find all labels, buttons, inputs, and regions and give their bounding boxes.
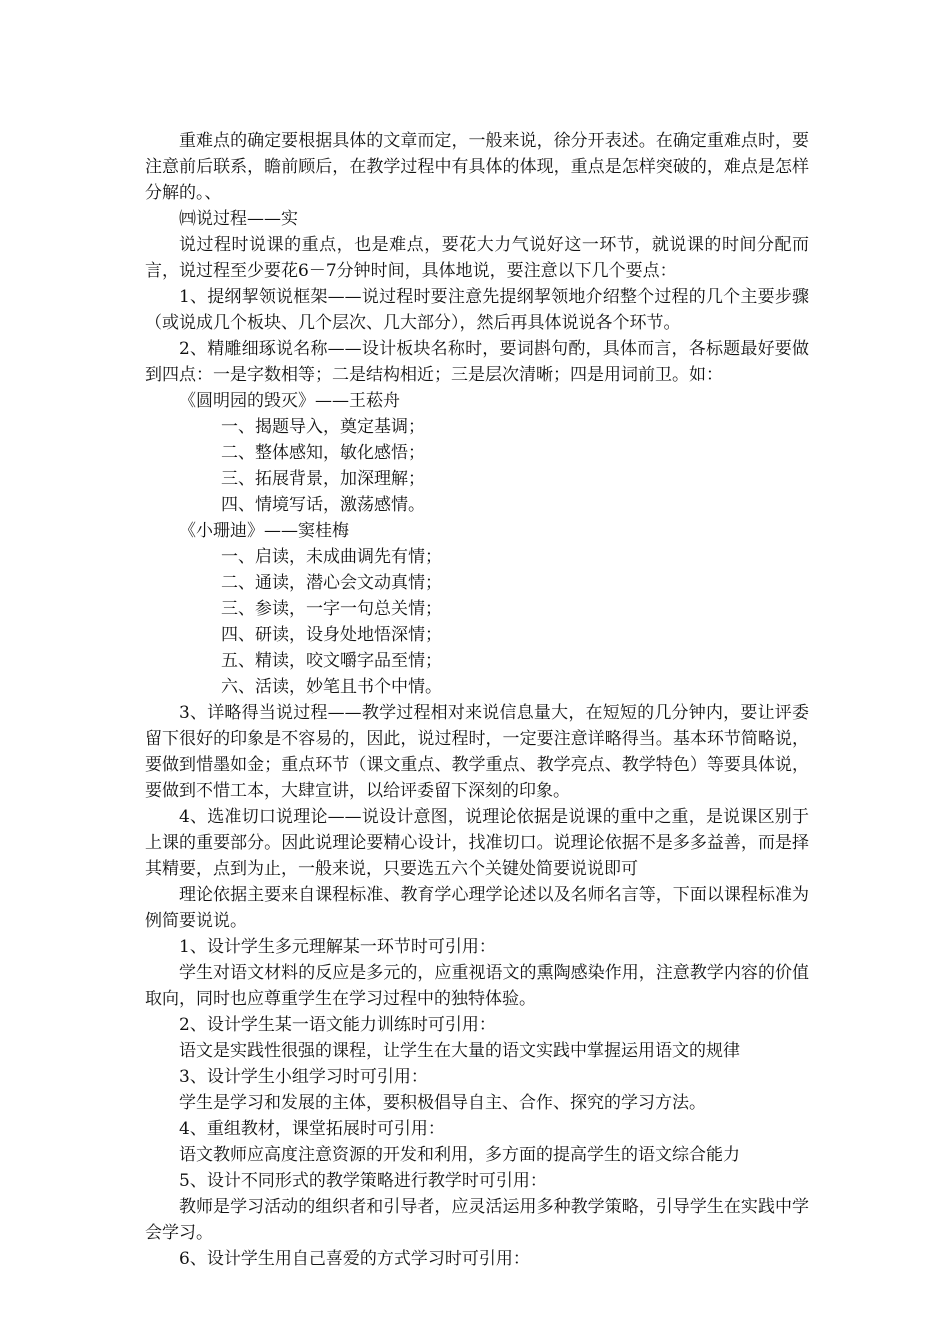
citation-quote: 学生是学习和发展的主体，要积极倡导自主、合作、探究的学习方法。 xyxy=(179,1093,706,1113)
paragraph-process-intro: 说过程时说课的重点，也是难点，要花大力气说好这一环节，就说课的时间分配而言，说过程至少要花6－7分钟时间，具体地说，要注意以下几个要点： xyxy=(145,235,809,281)
paragraph-point-3: 3、详略得当说过程——教学过程相对来说信息量大，在短短的几分钟内，要让评委留下很好的印象是不容易的，因此，说过程时，一定要注意详略得当。基本环节简略说，要做到惜墨如金；重点环节（课文重点、教学重点、教学亮点、教学特色）等要具体说，要做到不惜工本，大肆宣讲，以给评委留下深刻的印象。 xyxy=(145,703,809,801)
citation-case-heading: 2、设计学生某一语文能力训练时可引用： xyxy=(179,1015,496,1035)
paragraph-point-4: 4、选准切口说理论——说设计意图，说理论依据是说课的重中之重，是说课区别于上课的重要部分。因此说理论要精心设计，找准切口。说理论依据不是多多益善，而是择其精要，点到为止，一般来说，只要选五六个关键处简要说说即可 xyxy=(145,807,809,879)
paragraph-theory-source: 理论依据主要来自课程标准、教育学心理学论述以及名师名言等，下面以课程标准为例简要说说。 xyxy=(145,885,809,931)
citation-case-heading: 3、设计学生小组学习时可引用： xyxy=(179,1067,428,1087)
example-title-2: 《小珊迪》——窦桂梅 xyxy=(179,521,349,541)
outline-item: 三、参读，一字一句总关情； xyxy=(221,599,442,619)
citation-case-heading: 1、设计学生多元理解某一环节时可引用： xyxy=(179,937,496,957)
paragraph-point-2: 2、精雕细琢说名称——设计板块名称时，要词斟句酌，具体而言，各标题最好要做到四点：一是字数相等；二是结构相近；三是层次清晰；四是用词前卫。如： xyxy=(145,339,809,385)
outline-item: 一、揭题导入，奠定基调； xyxy=(221,417,425,437)
citation-quote: 语文是实践性很强的课程，让学生在大量的语文实践中掌握运用语文的规律 xyxy=(179,1041,740,1061)
paragraph-key-points: 重难点的确定要根据具体的文章而定，一般来说，徐分开表述。在确定重难点时，要注意前后联系，瞻前顾后，在教学过程中有具体的体现，重点是怎样突破的，难点是怎样分解的。、 xyxy=(145,131,809,203)
document-page xyxy=(145,128,809,1272)
paragraph-point-1: 1、提纲挈领说框架——说过程时要注意先提纲挈领地介绍整个过程的几个主要步骤（或说成几个板块、几个层次、几大部分），然后再具体说说各个环节。 xyxy=(145,287,809,333)
citation-case-heading: 5、设计不同形式的教学策略进行教学时可引用： xyxy=(179,1171,547,1191)
citation-case-heading: 6、设计学生用自己喜爱的方式学习时可引用： xyxy=(179,1249,530,1269)
outline-item: 四、情境写话，激荡感情。 xyxy=(221,495,425,515)
section-heading-process: ㈣说过程——实 xyxy=(179,209,298,229)
citation-quote: 教师是学习活动的组织者和引导者，应灵活运用多种教学策略，引导学生在实践中学会学习。 xyxy=(145,1197,809,1243)
outline-item: 六、活读，妙笔且书个中情。 xyxy=(221,677,442,697)
citation-quote: 学生对语文材料的反应是多元的，应重视语文的熏陶感染作用，注意教学内容的价值取向，同时也应尊重学生在学习过程中的独特体验。 xyxy=(145,963,809,1009)
citation-quote: 语文教师应高度注意资源的开发和利用，多方面的提高学生的语文综合能力 xyxy=(179,1145,740,1165)
outline-item: 一、启读，未成曲调先有情； xyxy=(221,547,442,567)
outline-item: 四、研读，设身处地悟深情； xyxy=(221,625,442,645)
example-title-1: 《圆明园的毁灭》——王菘舟 xyxy=(179,391,400,411)
outline-item: 二、整体感知，敏化感悟； xyxy=(221,443,425,463)
outline-item: 二、通读，潜心会文动真情； xyxy=(221,573,442,593)
citation-case-heading: 4、重组教材，课堂拓展时可引用： xyxy=(179,1119,445,1139)
outline-item: 三、拓展背景，加深理解； xyxy=(221,469,425,489)
outline-item: 五、精读，咬文嚼字品至情； xyxy=(221,651,442,671)
